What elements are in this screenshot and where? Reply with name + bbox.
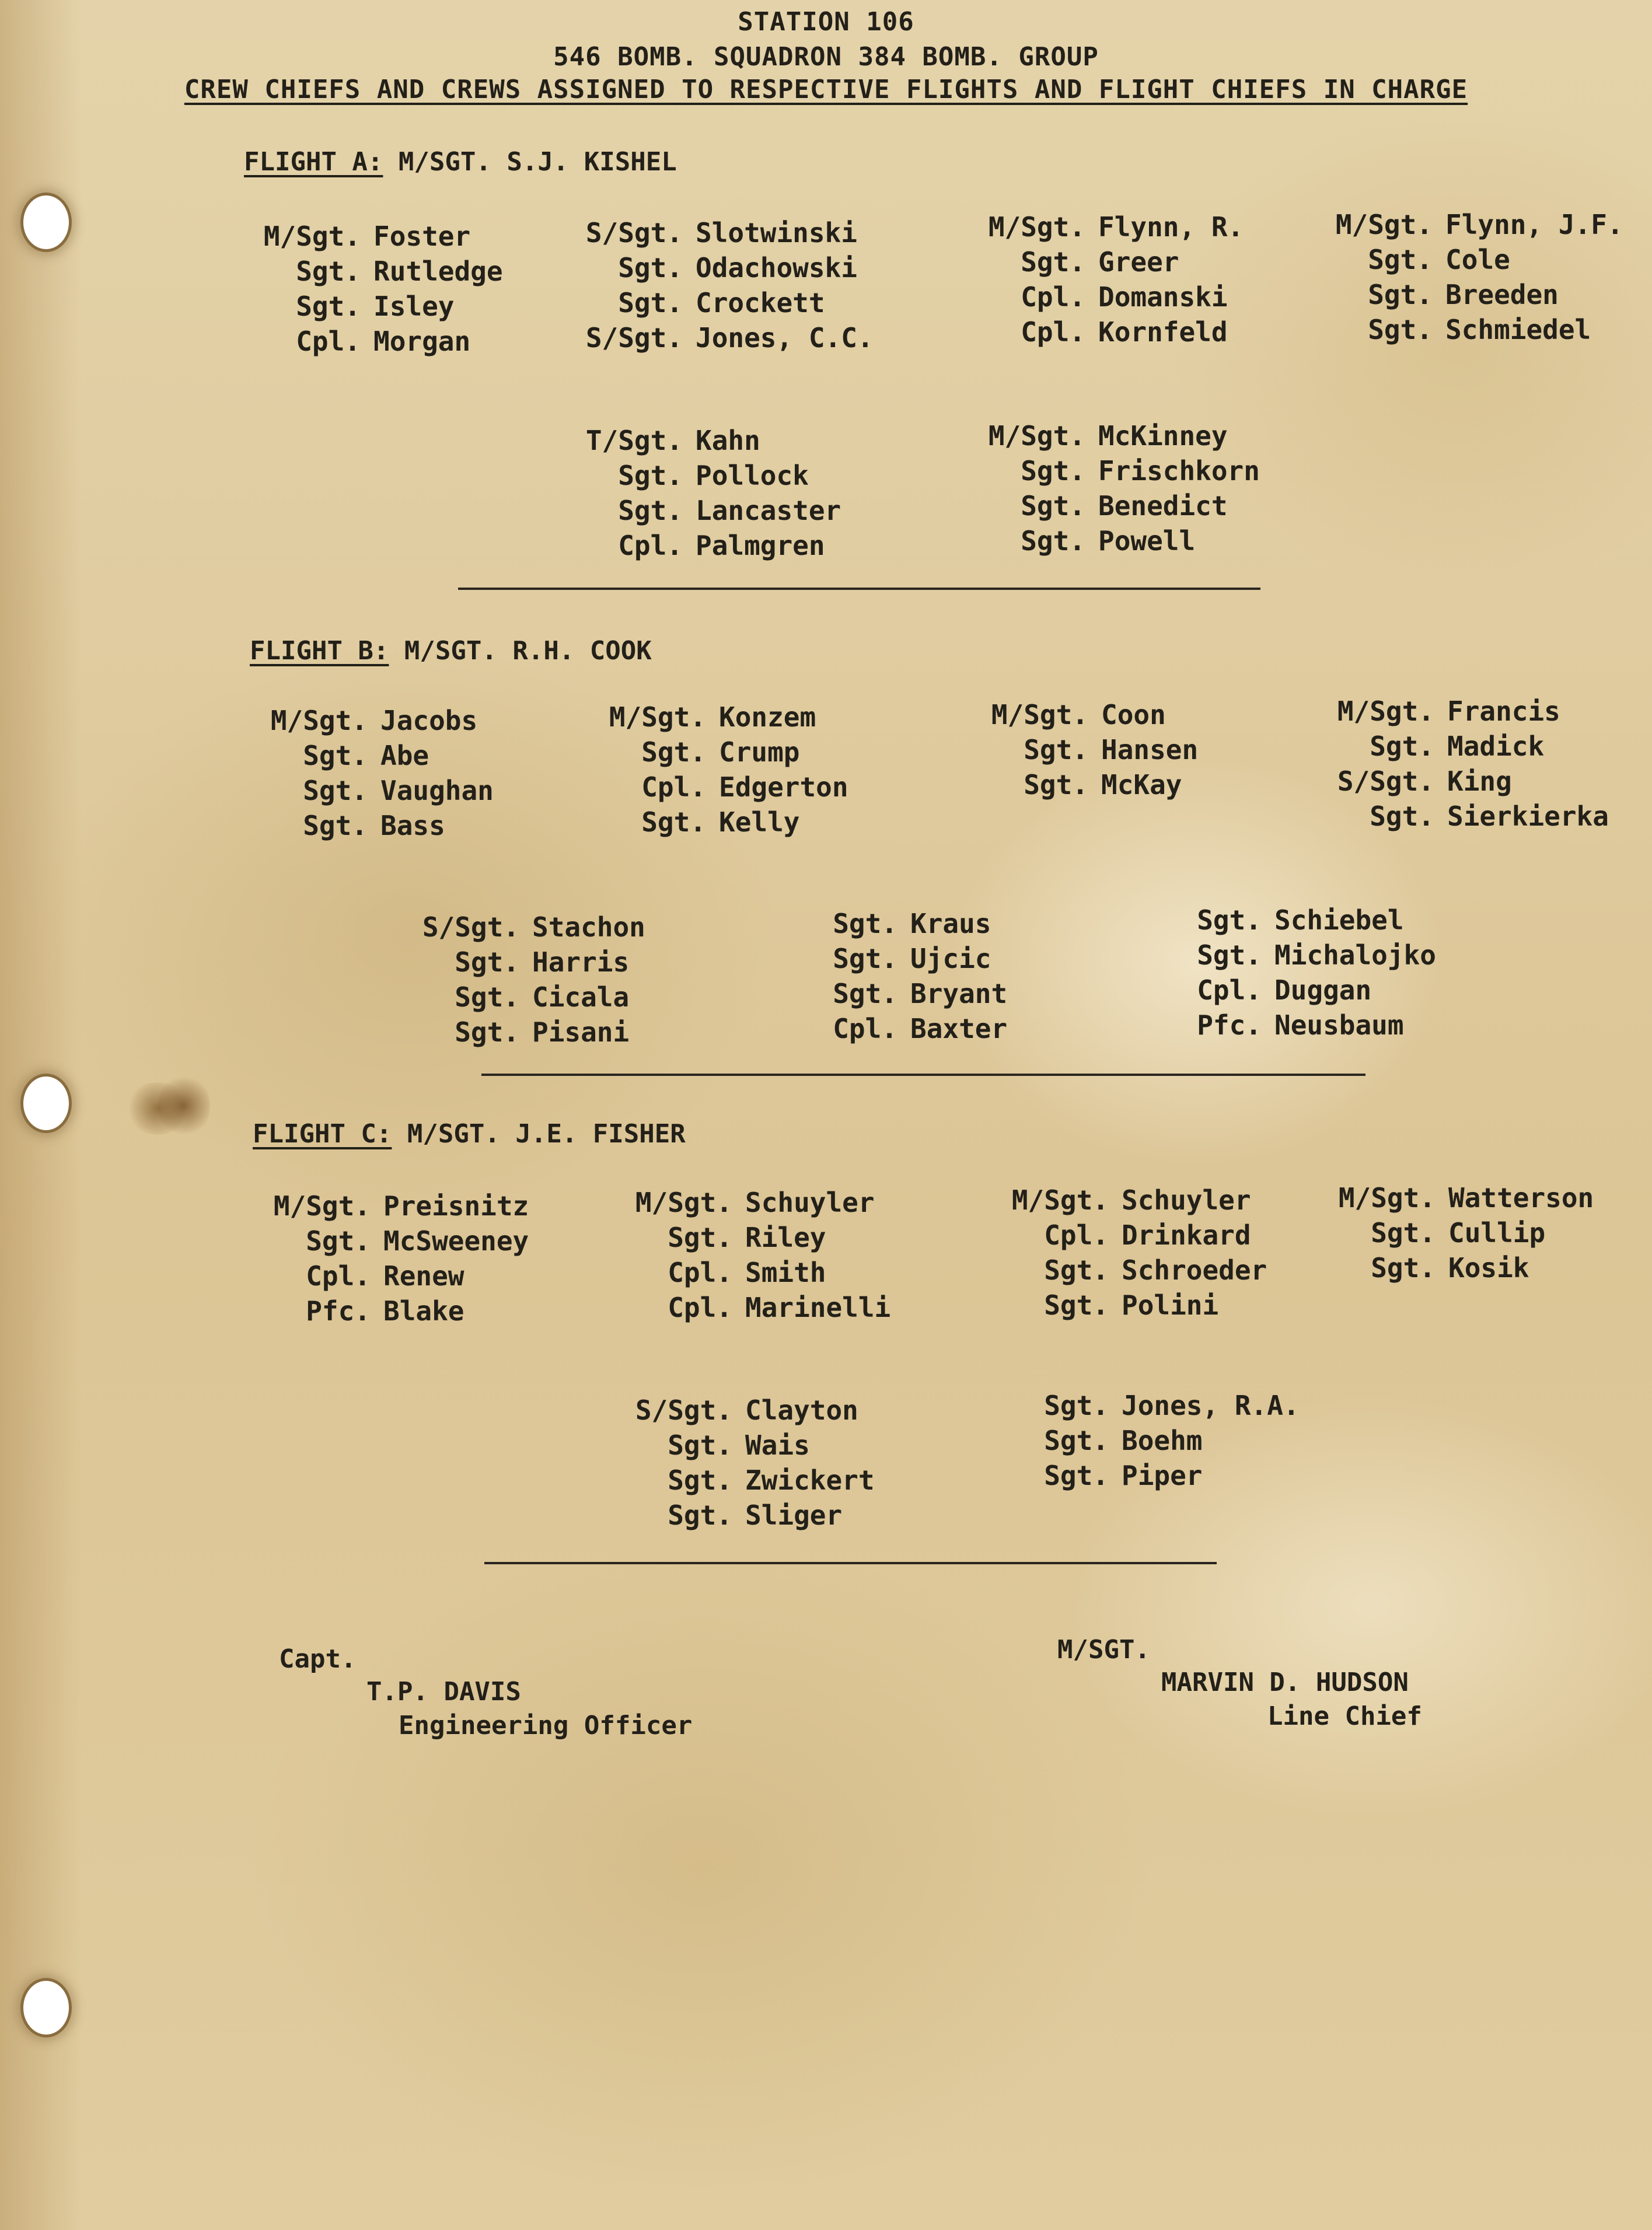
name: Boehm — [1122, 1425, 1203, 1456]
name: Francis — [1447, 695, 1560, 727]
crew-member — [584, 806, 848, 841]
crew-member — [986, 1289, 1267, 1324]
name: Michalojko — [1274, 939, 1436, 971]
crew-block — [1139, 904, 1436, 1044]
crew-block — [245, 705, 494, 845]
rank: M/Sgt. — [1335, 209, 1433, 240]
crew-block — [397, 911, 645, 1051]
rank: Sgt. — [668, 1222, 732, 1253]
rank: S/Sgt. — [585, 217, 683, 249]
name: Rutledge — [373, 256, 503, 287]
name: Powell — [1098, 525, 1196, 557]
crew-member — [238, 291, 503, 326]
binder-hole-middle — [20, 1074, 72, 1133]
crew-block — [986, 1184, 1267, 1324]
name: Drinkard — [1122, 1219, 1251, 1251]
right-signature-rank: M/SGT. — [1057, 1635, 1150, 1665]
rank: Pfc. — [1197, 1009, 1262, 1041]
name: Odachowski — [696, 252, 857, 284]
crew-member — [1312, 695, 1609, 730]
flight-c-title — [253, 1119, 686, 1149]
crew-member — [245, 705, 494, 740]
name: Domanski — [1098, 281, 1228, 313]
name: Ujcic — [910, 943, 991, 974]
crew-block — [610, 1394, 875, 1535]
name: King — [1447, 766, 1512, 797]
rank: Cpl. — [1021, 281, 1085, 313]
crew-member — [610, 1394, 875, 1429]
name: Piper — [1122, 1460, 1203, 1491]
rank: Sgt. — [1370, 801, 1434, 832]
crew-member — [560, 495, 841, 530]
rank: Cpl. — [1197, 974, 1262, 1006]
name: Edgerton — [719, 771, 848, 803]
crew-member — [1310, 244, 1623, 279]
name: Schuyler — [745, 1187, 875, 1218]
name: Baxter — [910, 1013, 1008, 1044]
name: Riley — [745, 1222, 826, 1253]
crew-block — [775, 908, 1007, 1048]
name: Benedict — [1098, 490, 1228, 522]
rank: Sgt. — [1371, 1217, 1436, 1249]
crew-block — [966, 699, 1198, 804]
crew-member — [397, 911, 645, 946]
name: Abe — [380, 740, 429, 771]
name: Smith — [745, 1257, 826, 1288]
crew-member — [775, 943, 1007, 978]
rank: Sgt. — [1024, 734, 1088, 766]
crew-member — [963, 246, 1244, 281]
name: Kahn — [696, 425, 760, 456]
crew-member — [584, 736, 848, 771]
crew-member — [1312, 766, 1609, 801]
name: Breeden — [1445, 279, 1559, 310]
rank: Sgt. — [1044, 1289, 1109, 1321]
rank: Sgt. — [618, 252, 683, 284]
name: Slotwinski — [696, 217, 857, 249]
name: Jacobs — [380, 705, 478, 736]
crew-member — [560, 530, 841, 565]
name: Madick — [1447, 730, 1545, 762]
rank: Cpl. — [833, 1013, 897, 1044]
crew-member — [963, 455, 1260, 490]
name: Bass — [380, 810, 445, 841]
rank: Cpl. — [668, 1292, 732, 1323]
flight-label: FLIGHT A: — [244, 147, 383, 177]
name: Foster — [373, 221, 471, 252]
rank: T/Sgt. — [585, 425, 683, 456]
crew-member — [986, 1184, 1267, 1219]
rank: Pfc. — [306, 1295, 371, 1327]
crew-member — [775, 1013, 1007, 1048]
crew-member — [1313, 1252, 1594, 1287]
crew-block — [584, 701, 848, 841]
rank: Cpl. — [296, 326, 361, 357]
crew-member — [963, 211, 1244, 246]
crew-member — [610, 1257, 890, 1292]
crew-member — [1139, 1009, 1436, 1044]
section-divider — [484, 1562, 1217, 1564]
crew-member — [584, 771, 848, 806]
name: Cicala — [532, 981, 630, 1013]
rank: Sgt. — [668, 1464, 732, 1496]
name: Vaughan — [380, 775, 494, 806]
rank: Sgt. — [833, 978, 897, 1009]
rank: Sgt. — [303, 740, 368, 771]
name: Watterson — [1448, 1182, 1594, 1214]
crew-block — [560, 217, 874, 357]
name: Kosik — [1448, 1252, 1529, 1284]
name: Schuyler — [1122, 1184, 1251, 1216]
rank: M/Sgt. — [1011, 1184, 1109, 1216]
rank: Sgt. — [641, 806, 706, 838]
crew-member — [610, 1500, 875, 1535]
rank: Cpl. — [1044, 1219, 1109, 1251]
crew-member — [963, 525, 1260, 560]
crew-member — [1312, 730, 1609, 766]
name: Preisnitz — [383, 1190, 529, 1222]
flight-label: FLIGHT C: — [253, 1119, 392, 1149]
crew-member — [610, 1187, 890, 1222]
name: Crockett — [696, 287, 825, 319]
name: Palmgren — [696, 530, 825, 561]
rank: Sgt. — [833, 943, 897, 974]
crew-member — [245, 775, 494, 810]
name: Flynn, R. — [1098, 211, 1244, 243]
crew-member — [610, 1292, 890, 1327]
rank: Sgt. — [303, 810, 368, 841]
name: Schroeder — [1122, 1254, 1267, 1286]
name: Jones, R.A. — [1122, 1390, 1300, 1421]
left-signature-title: Engineering Officer — [399, 1711, 693, 1740]
crew-member — [1313, 1217, 1594, 1252]
name: Kornfeld — [1098, 316, 1228, 348]
rank: Sgt. — [641, 736, 706, 768]
name: Hansen — [1101, 734, 1199, 766]
crew-member — [560, 425, 841, 460]
right-signature-title: Line Chief — [1267, 1701, 1422, 1731]
crew-member — [248, 1295, 529, 1330]
name: Clayton — [745, 1394, 858, 1426]
crew-member — [775, 908, 1007, 943]
crew-member — [397, 946, 645, 981]
crew-member — [1310, 209, 1623, 244]
rank: Sgt. — [1021, 490, 1085, 522]
binder-hole-bottom — [20, 1978, 72, 2037]
name: Marinelli — [745, 1292, 891, 1323]
rank: Sgt. — [1021, 246, 1085, 278]
crew-member — [1310, 314, 1623, 349]
name: Frischkorn — [1098, 455, 1260, 487]
rank: M/Sgt. — [1338, 1182, 1436, 1214]
name: Renew — [383, 1260, 464, 1292]
rank: M/Sgt. — [273, 1190, 371, 1222]
rank: M/Sgt. — [263, 221, 361, 252]
crew-block — [248, 1190, 529, 1330]
rank: S/Sgt. — [422, 911, 519, 943]
name: Blake — [383, 1295, 464, 1327]
crew-member — [1310, 279, 1623, 314]
rank: S/Sgt. — [585, 322, 683, 354]
crew-member — [963, 316, 1244, 351]
crew-block — [610, 1187, 890, 1327]
name: Schiebel — [1274, 904, 1404, 936]
name: Cole — [1445, 244, 1510, 275]
crew-member — [560, 252, 874, 287]
crew-block — [963, 420, 1260, 560]
rank: M/Sgt. — [1337, 695, 1434, 727]
rank: Sgt. — [618, 460, 683, 491]
name: Lancaster — [696, 495, 841, 526]
crew-member — [584, 701, 848, 736]
name: McSweeney — [383, 1225, 529, 1257]
name: Bryant — [910, 978, 1008, 1009]
name: Crump — [719, 736, 800, 768]
rank: Sgt. — [618, 495, 683, 526]
crew-member — [245, 740, 494, 775]
flight-a-title — [244, 147, 677, 177]
crew-member — [560, 322, 874, 357]
name: Neusbaum — [1274, 1009, 1404, 1041]
rank: Sgt. — [668, 1500, 732, 1531]
rank: Sgt. — [455, 981, 519, 1013]
name: Flynn, J.F. — [1445, 209, 1623, 240]
rank: M/Sgt. — [270, 705, 368, 736]
rank: Sgt. — [455, 946, 519, 978]
right-signature-name: MARVIN D. HUDSON — [1161, 1668, 1409, 1697]
rank: Sgt. — [1044, 1425, 1109, 1456]
crew-member — [986, 1254, 1267, 1289]
rank: Sgt. — [1368, 279, 1433, 310]
crew-member — [560, 460, 841, 495]
rank: Sgt. — [1044, 1460, 1109, 1491]
crew-member — [245, 810, 494, 845]
crew-block — [1313, 1182, 1594, 1287]
crew-member — [397, 981, 645, 1016]
name: McKay — [1101, 769, 1182, 801]
rank: S/Sgt. — [635, 1394, 732, 1426]
crew-block — [1310, 209, 1623, 349]
rank: Cpl. — [1021, 316, 1085, 348]
rank: Cpl. — [618, 530, 683, 561]
binder-hole-top — [20, 193, 72, 252]
flight-b-title — [250, 636, 652, 666]
rank: M/Sgt. — [991, 699, 1088, 730]
name: Isley — [373, 291, 455, 322]
crew-member — [775, 978, 1007, 1013]
crew-member — [986, 1219, 1267, 1254]
rank: Sgt. — [1368, 314, 1433, 345]
rank: Sgt. — [1044, 1254, 1109, 1286]
crew-member — [1312, 801, 1609, 836]
rank: Sgt. — [1368, 244, 1433, 275]
crew-member — [986, 1390, 1300, 1425]
crew-member — [238, 326, 503, 361]
crew-member — [248, 1225, 529, 1260]
crew-block — [1312, 695, 1609, 836]
crew-member — [560, 287, 874, 322]
rank: Sgt. — [1024, 769, 1088, 801]
left-signature-name: T.P. DAVIS — [366, 1677, 521, 1707]
rank: Cpl. — [668, 1257, 732, 1288]
name: Sierkierka — [1447, 801, 1609, 832]
name: Morgan — [373, 326, 471, 357]
header-squadron: 546 BOMB. SQUADRON 384 BOMB. GROUP — [553, 42, 1099, 72]
rank: Sgt. — [668, 1429, 732, 1461]
crew-member — [610, 1222, 890, 1257]
header-subject: CREW CHIEFS AND CREWS ASSIGNED TO RESPECTIVE FLIGHTS AND FLIGHT CHIEFS IN CHARGE — [184, 75, 1468, 104]
rank: Sgt. — [1371, 1252, 1436, 1284]
rank: M/Sgt. — [988, 420, 1085, 452]
crew-member — [560, 217, 874, 252]
crew-member — [966, 769, 1198, 804]
crew-block — [560, 425, 841, 565]
crew-member — [963, 490, 1260, 525]
crew-member — [238, 221, 503, 256]
section-divider — [481, 1074, 1365, 1076]
name: McKinney — [1098, 420, 1228, 452]
rank: Sgt. — [618, 287, 683, 319]
crew-member — [966, 699, 1198, 734]
rank: Sgt. — [1370, 730, 1434, 762]
section-divider — [458, 588, 1260, 590]
crew-member — [248, 1190, 529, 1225]
crew-member — [610, 1464, 875, 1500]
rank: M/Sgt. — [635, 1187, 732, 1218]
name: Cullip — [1448, 1217, 1546, 1249]
rank: Sgt. — [455, 1016, 519, 1048]
flight-chief: M/SGT. S.J. KISHEL — [398, 147, 677, 177]
crew-member — [397, 1016, 645, 1051]
name: Schmiedel — [1445, 314, 1591, 345]
crew-member — [1313, 1182, 1594, 1217]
crew-member — [963, 281, 1244, 316]
rank: Sgt. — [833, 908, 897, 939]
name: Pollock — [696, 460, 809, 491]
name: Coon — [1101, 699, 1166, 730]
name: Sliger — [745, 1500, 843, 1531]
header-station: STATION 106 — [738, 7, 914, 37]
name: Wais — [745, 1429, 810, 1461]
crew-member — [1139, 974, 1436, 1009]
crew-member — [1139, 904, 1436, 939]
name: Duggan — [1274, 974, 1372, 1006]
name: Kelly — [719, 806, 800, 838]
rank: M/Sgt. — [609, 701, 706, 733]
flight-chief: M/SGT. R.H. COOK — [404, 636, 652, 666]
crew-member — [248, 1260, 529, 1295]
rank: Sgt. — [1021, 455, 1085, 487]
crew-member — [963, 420, 1260, 455]
rank: Sgt. — [296, 291, 361, 322]
name: Polini — [1122, 1289, 1219, 1321]
name: Harris — [532, 946, 630, 978]
rank: Cpl. — [641, 771, 706, 803]
name: Zwickert — [745, 1464, 875, 1496]
left-signature-rank: Capt. — [279, 1644, 357, 1674]
name: Pisani — [532, 1016, 630, 1048]
crew-block — [238, 221, 503, 361]
crew-member — [610, 1429, 875, 1464]
crew-member — [986, 1425, 1300, 1460]
name: Greer — [1098, 246, 1179, 278]
rank: Cpl. — [306, 1260, 371, 1292]
crew-member — [966, 734, 1198, 769]
crew-block — [986, 1390, 1300, 1495]
crew-member — [238, 256, 503, 291]
rank: M/Sgt. — [988, 211, 1085, 243]
crew-block — [963, 211, 1244, 351]
crew-member — [1139, 939, 1436, 974]
rank: Sgt. — [1197, 939, 1262, 971]
rank: Sgt. — [303, 775, 368, 806]
name: Konzem — [719, 701, 816, 733]
flight-label: FLIGHT B: — [250, 636, 389, 666]
flight-chief: M/SGT. J.E. FISHER — [407, 1119, 686, 1149]
stain-mark — [158, 1074, 210, 1138]
rank: S/Sgt. — [1337, 766, 1434, 797]
rank: Sgt. — [296, 256, 361, 287]
rank: Sgt. — [1021, 525, 1085, 557]
rank: Sgt. — [1044, 1390, 1109, 1421]
rank: Sgt. — [306, 1225, 371, 1257]
name: Kraus — [910, 908, 991, 939]
name: Jones, C.C. — [696, 322, 874, 354]
name: Stachon — [532, 911, 645, 943]
rank: Sgt. — [1197, 904, 1262, 936]
crew-member — [986, 1460, 1300, 1495]
